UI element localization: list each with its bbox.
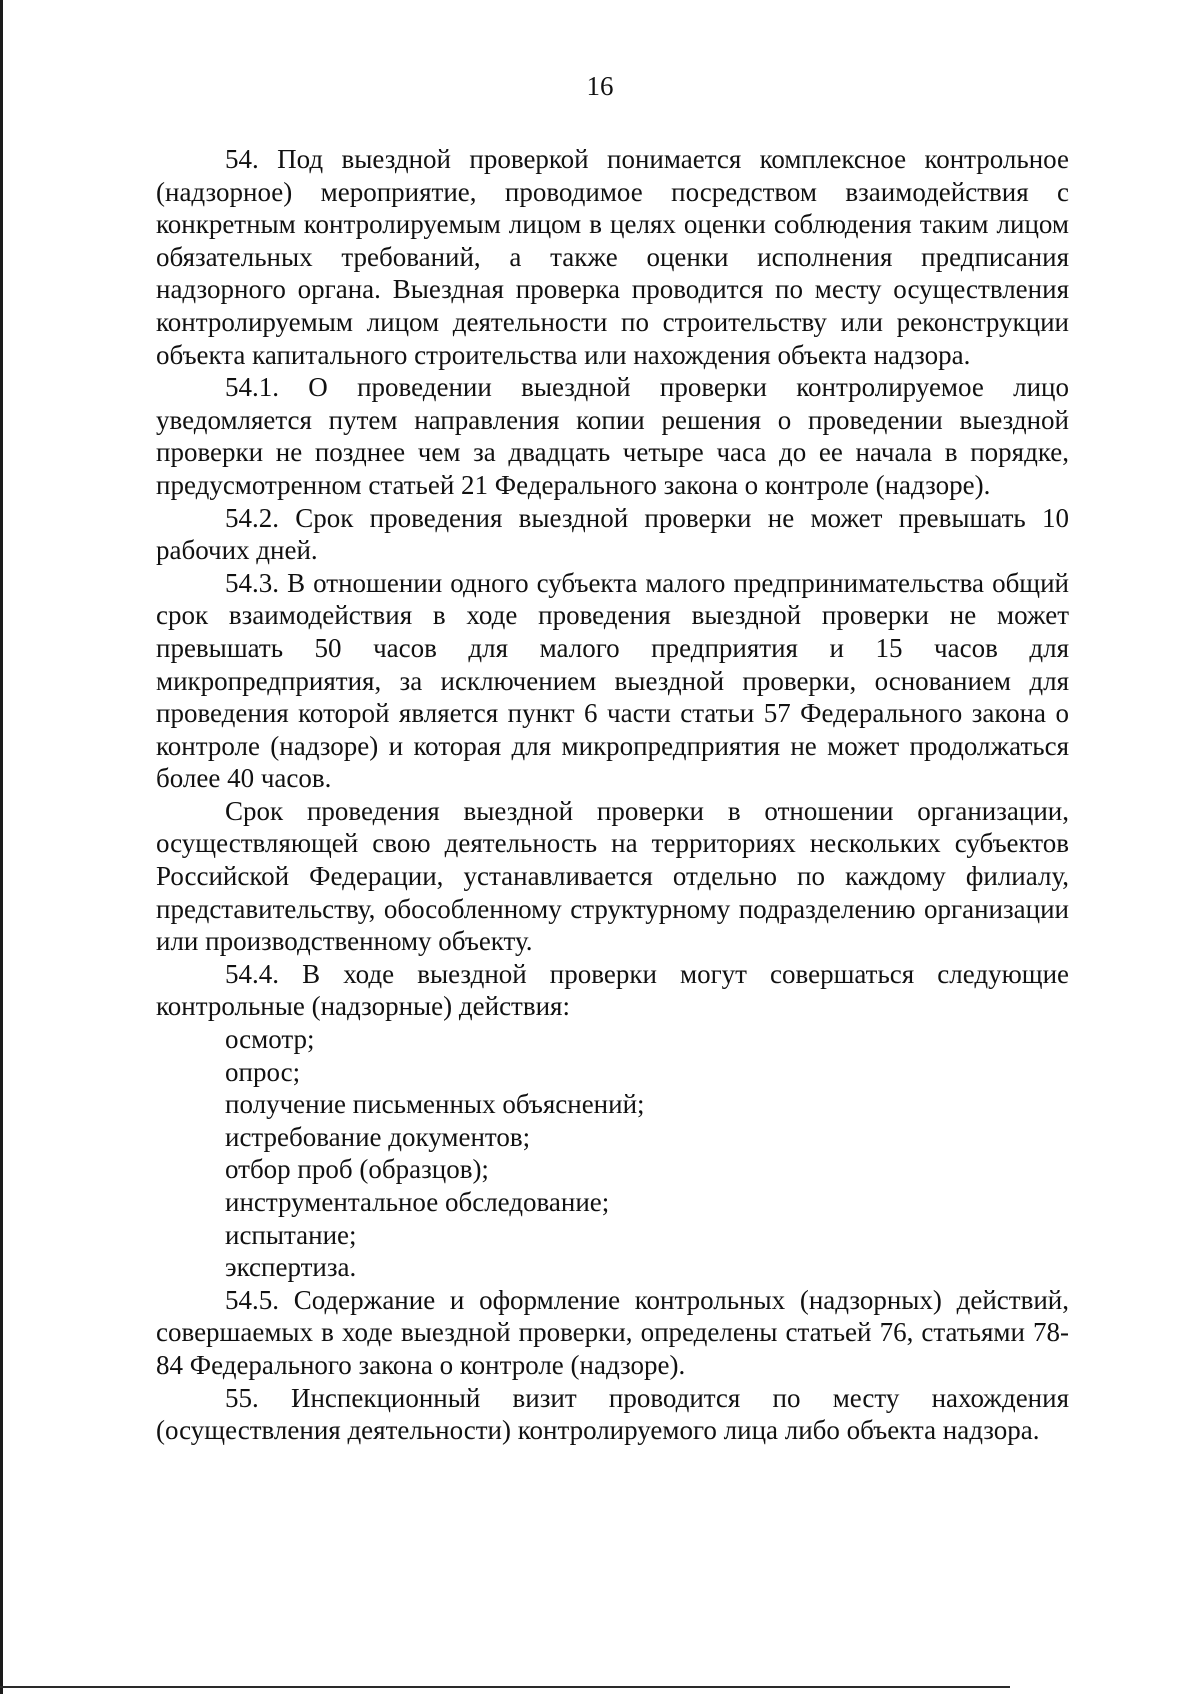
- paragraph-54-4: 54.4. В ходе выездной проверки могут совершаться следующие контрольные (надзорные) действия:: [156, 958, 1069, 1022]
- list-item-inspection: осмотр;: [225, 1024, 315, 1055]
- paragraph-54-3-continued: Срок проведения выездной проверки в отношении организации, осуществляющей свою деятельность на территориях нескольких субъектов Российской Федерации, устанавливается отдельно по каждому филиалу, представительству, обособленному структурному подразделению организации или производственному объекту.: [156, 795, 1069, 957]
- list-item-testing: испытание;: [225, 1219, 357, 1250]
- list-item-document-request: истребование документов;: [225, 1121, 531, 1152]
- scan-left-edge: [0, 0, 3, 1694]
- document-body: [156, 143, 1069, 1447]
- paragraph-54-2: 54.2. Срок проведения выездной проверки не может превышать 10 рабочих дней.: [156, 502, 1069, 566]
- paragraph-54-1: 54.1. О проведении выездной проверки контролируемое лицо уведомляется путем направления копии решения о проведении выездной проверки не позднее чем за двадцать четыре часа до ее начала в порядке, предусмотренном статьей 21 Федерального закона о контроле (надзоре).: [156, 372, 1069, 500]
- paragraph-54: 54. Под выездной проверкой понимается комплексное контрольное (надзорное) мероприятие, проводимое посредством взаимодействия с конкретным контролируемым лицом в целях оценки соблюдения таким лицом обязательных требований, а также оценки исполнения предписания надзорного органа. Выездная проверка проводится по месту осуществления контролируемым лицом деятельности по строительству или реконструкции объекта капитального строительства или нахождения объекта надзора.: [156, 144, 1069, 370]
- list-item-sampling: отбор проб (образцов);: [225, 1154, 489, 1185]
- paragraph-54-5: 54.5. Содержание и оформление контрольных (надзорных) действий, совершаемых в ходе выездной проверки, определены статьей 76, статьями 78-84 Федерального закона о контроле (надзоре).: [156, 1284, 1069, 1380]
- list-item-written-explanations: получение письменных объяснений;: [225, 1089, 645, 1120]
- paragraph-54-3: 54.3. В отношении одного субъекта малого предпринимательства общий срок взаимодействия в ходе проведения выездной проверки не может превышать 50 часов для малого предприятия и 15 часов для микропредприятия, за исключением выездной проверки, основанием для проведения которой является пункт 6 части статьи 57 Федерального закона о контроле (надзоре) и которая для микропредприятия не может продолжаться более 40 часов.: [156, 567, 1069, 794]
- list-item-survey: опрос;: [225, 1056, 301, 1087]
- page-number: 16: [586, 71, 614, 101]
- list-item-expertise: экспертиза.: [225, 1252, 357, 1283]
- scan-bottom-edge: [0, 1686, 1010, 1688]
- list-item-instrumental-examination: инструментальное обследование;: [225, 1187, 610, 1217]
- paragraph-55: 55. Инспекционный визит проводится по месту нахождения (осуществления деятельности) контролируемого лица либо объекта надзора.: [156, 1382, 1069, 1446]
